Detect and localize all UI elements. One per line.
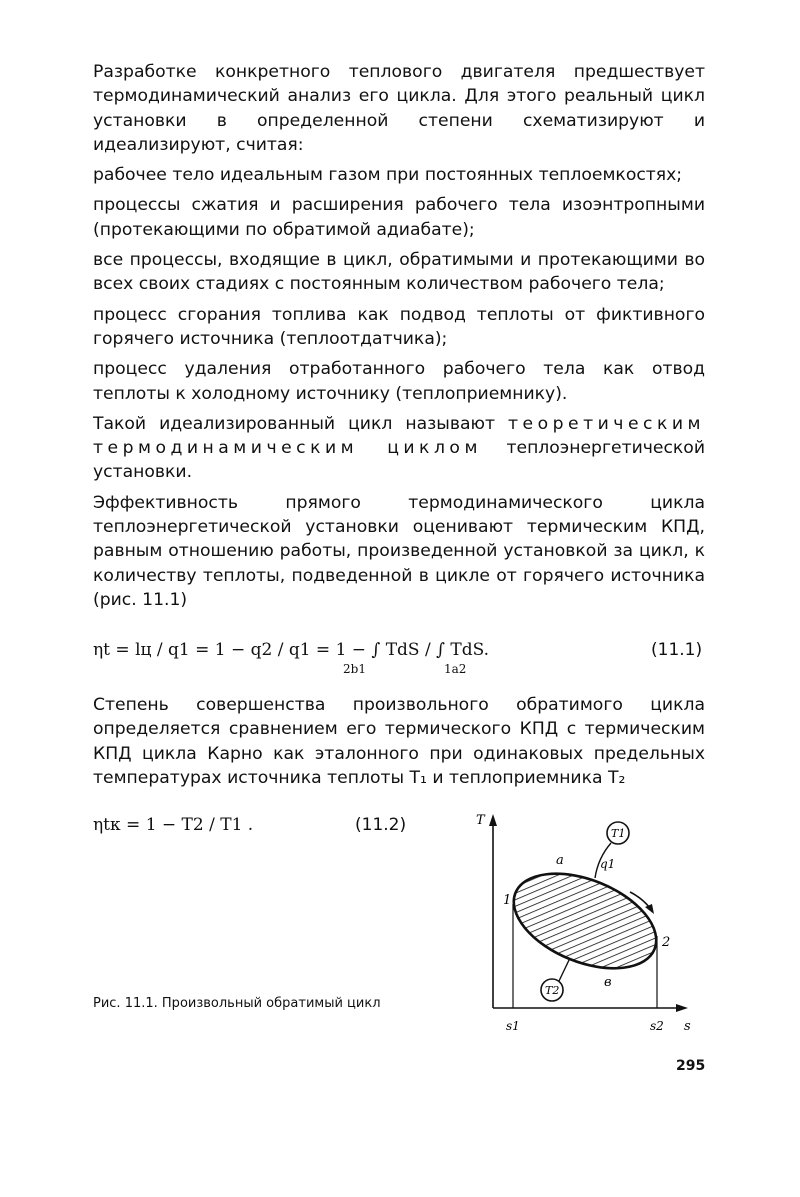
definition-text-end: теплоэнергетической установки. (93, 438, 705, 483)
s-axis-arrow-icon (676, 1004, 688, 1012)
integral-limit-lower-1: 2b1 (343, 662, 366, 676)
paragraph-efficiency: Эффективность прямого термодинамического цикла теплоэнергетической установки оценивают термическим КПД, равным отношению работы, произведенной установкой за цикл, к количеству теплоты, подведенной в цикле от горячего источника (рис. 11.1) (93, 492, 705, 610)
page-number: 295 (676, 1058, 706, 1074)
definition-text: Такой идеализированный цикл называют (93, 413, 509, 434)
figure-caption: Рис. 11.1. Произвольный обратимый цикл (93, 996, 381, 1011)
point-a-label: a (556, 853, 564, 868)
source-t1-label: T1 (611, 827, 626, 840)
point-b-label: в (604, 975, 612, 990)
list-item: все процессы, входящие в цикл, обратимыми и протекающими во всех своих стадиях с постоянным количеством рабочего тела; (93, 250, 705, 295)
text-column (93, 60, 705, 612)
definition-term: теоретическим термодинамическим циклом (93, 413, 705, 459)
s1-label: s1 (506, 1019, 520, 1033)
list-item: процесс удаления отработанного рабочего тела как отвод теплоты к холодному источнику (теплоприемнику). (93, 359, 705, 404)
list-item: процесс сгорания топлива как подвод теплоты от фиктивного горячего источника (теплоотдатчика); (93, 304, 705, 349)
list-item: процессы сжатия и расширения рабочего тела изоэнтропными (протекающими по обратимой адиабате); (93, 195, 705, 240)
s2-label: s2 (650, 1019, 664, 1033)
text-column-2 (93, 693, 705, 790)
paragraph-intro: Разработке конкретного теплового двигателя предшествует термодинамический анализ его цикла. Для этого реальный цикл установки в определенной степени схематизируют и идеализируют, считая: (93, 62, 705, 155)
s-axis-label: s (684, 1019, 691, 1034)
paragraph-carnot: Степень совершенства произвольного обратимого цикла определяется сравнением его термического КПД с термическим КПД цикла Карно как эталонного при одинаковых предельных температурах источника теплоты T₁ и теплоприемника T₂ (93, 695, 705, 788)
point-2-label: 2 (662, 935, 671, 950)
q1-label: q1 (600, 857, 616, 871)
equation-11-1: ηt = lц / q1 = 1 − q2 / q1 = 1 − ∫ TdS / ∫ TdS. (93, 640, 490, 660)
point-1-label: 1 (503, 893, 512, 908)
paragraph-definition (93, 412, 705, 485)
equation-number-11-1: (11.1) (651, 640, 703, 660)
t-axis-arrow-icon (489, 814, 497, 826)
list-item: рабочее тело идеальным газом при постоянных теплоемкостях; (93, 165, 683, 186)
cycle-arrow-head-icon (645, 904, 654, 914)
cycle-ellipse (500, 855, 670, 987)
sink-t2-label: T2 (545, 984, 560, 997)
equation-11-2: ηtк = 1 − T2 / T1 . (93, 815, 254, 835)
ts-diagram (470, 808, 700, 1048)
integral-limit-lower-2: 1a2 (444, 662, 467, 676)
t-axis-label: T (476, 813, 485, 828)
equation-number-11-2: (11.2) (355, 815, 407, 835)
q2-arrow (559, 958, 570, 981)
